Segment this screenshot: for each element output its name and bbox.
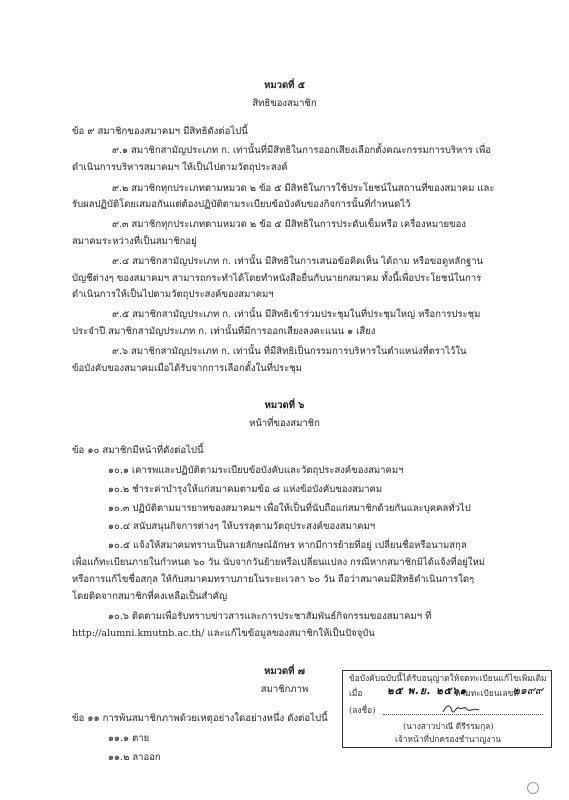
stamp-reg-label: ตามทะเบียนเลขที่ (455, 688, 519, 698)
stamp-handwritten-date: ๒๕ พ.ย. ๒๕๖๑ (387, 686, 468, 697)
clause-9-4-line-2: บัญชีต่างๆ ของสมาคมฯ สามารถกระทำได้โดยทำหนังสือยื่นกับนายกสมาคม ทั้งนี้เพื่อประโยชน์ในการ (72, 273, 482, 284)
clause-9-6-line-1: ๙.๖ สมาชิกสามัญประเภท ก. เท่านั้น ที่มีสิทธิเป็นกรรมการบริหารในตำแหน่งที่ตราไว้ใน (112, 346, 467, 357)
clause-10-1: ๑๐.๑ เคารพและปฏิบัติตามระเบียบข้อบังคับและวัตถุประสงค์ของสมาคมฯ (108, 465, 404, 476)
clause-10-6-line-1: ๑๐.๖ ติดตามเพื่อรับทราบข่าวสารและการประชาสัมพันธ์กิจกรรมของสมาคมฯ ที่ (108, 611, 432, 622)
clause-9-lead: ข้อ ๙ สมาชิกของสมาคมฯ มีสิทธิดังต่อไปนี้ (72, 126, 248, 137)
stamp-officer-position: เจ้าหน้าที่ปกครองชำนาญงาน (395, 734, 502, 744)
registration-stamp (342, 670, 552, 748)
clause-10-5-line-3: หรือการแก้ไขชื่อสกุล ให้กับสมาคมทราบภายในระยะเวลา ๖๐ วัน ถือว่าสมาคมมีสิทธิดำเนินการใดๆ (72, 574, 475, 585)
clause-9-4-line-1: ๙.๔ สมาชิกสามัญประเภท ก. เท่านั้น มีสิทธิในการเสนอข้อคิดเห็น ได้ถาม หรือขอดูหลักฐาน (112, 256, 484, 267)
chapter-7-title: สมาชิกภาพ (260, 684, 309, 695)
chapter-6-title: หน้าที่ของสมาชิก (249, 418, 320, 429)
stamp-approval-text: ข้อบังคับฉบับนี้ได้รับอนุญาตให้จดทะเบียนแก้ไขเพิ่มเติม (349, 673, 547, 683)
clause-9-2-line-2: รับผลปฏิบัติโดยเสมอกันแต่ต้องปฏิบัติตามระเบียบข้อบังคับของกิจการนั้นที่กำหนดไว้ (72, 199, 411, 210)
clause-9-5-line-2: ประจำปี สมาชิกสามัญประเภท ก. เท่านั้นที่มีการออกเสียงลงคะแนน ๑ เสียง (72, 326, 376, 337)
stamp-date-prefix: เมื่อ (349, 688, 363, 698)
clause-9-5-line-1: ๙.๕ สมาชิกสามัญประเภท ก. เท่านั้น มีสิทธิเข้าร่วมประชุมในที่ประชุมใหญ่ หรือการประชุม (112, 309, 481, 320)
clause-10-5-line-4: โดยติดจากสมาชิกที่คงเหลือเป็นสำคัญ (72, 591, 228, 602)
clause-9-4-line-3: ดำเนินการให้เป็นไปตามวัตถุประสงค์ของสมาคมฯ (72, 289, 274, 300)
clause-11-lead: ข้อ ๑๑ การพ้นสมาชิกภาพด้วยเหตุอย่างใดอย่างหนึ่ง ดังต่อไปนี้ (72, 713, 328, 724)
clause-10-4: ๑๐.๔ สนับสนุนกิจการต่างๆ ให้บรรลุตามวัตถุประสงค์ของสมาคมฯ (108, 521, 376, 532)
chapter-6-heading: หมวดที่ ๖ (264, 400, 305, 411)
stamp-officer-name: (นางสาวปาณี ดีรีรรมกุล) (403, 721, 494, 731)
signature-line (383, 714, 543, 715)
clause-10-5-line-2: เพื่อแก้ทะเบียนภายในกำหนด ๖๐ วัน นับจากวันย้ายหรือเปลี่ยนแปลง กรณีหากสมาชิกมิได้แจ้งที่อยู่ใหม่ (72, 557, 485, 568)
clause-11-2: ๑๑.๒ ลาออก (108, 752, 161, 763)
chapter-5-title: สิทธิของสมาชิก (252, 98, 317, 109)
clause-10-3: ๑๐.๓ ปฏิบัติตามมารยาทของสมาคมฯ เพื่อให้เป็นที่นับถือแก่สมาชิกด้วยกันและบุคคลทั่วไป (108, 503, 471, 514)
clause-10-2: ๑๐.๒ ชำระค่าบำรุงให้แก่สมาคมตามข้อ ๘ แห่งข้อบังคับของสมาคม (108, 484, 383, 495)
clause-10-5-line-1: ๑๐.๕ แจ้งให้สมาคมทราบเป็นลายลักษณ์อักษร หากมีการย้ายที่อยู่ เปลี่ยนชื่อหรือนามสกุล (108, 540, 467, 551)
clause-9-6-line-2: ข้อบังคับของสมาคมเมื่อได้รับจากการเลือกตั้งในที่ประชุม (72, 363, 302, 374)
clause-11-1: ๑๑.๑ ตาย (108, 733, 150, 744)
stamp-sign-label: (ลงชื่อ) (349, 705, 376, 715)
page-corner-mark (527, 782, 539, 794)
clause-9-3-line-2: สมาคมระหว่างที่เป็นสมาชิกอยู่ (72, 236, 197, 247)
clause-9-1-line-2: ดำเนินการบริหารสมาคมฯ ให้เป็นไปตามวัตถุประสงค์ (72, 162, 288, 173)
chapter-7-heading: หมวดที่ ๗ (264, 666, 305, 677)
clause-10-6-line-2: http://alumni.kmutnb.ac.th/ และแก้ไขข้อมูลของสมาชิกให้เป็นปัจจุบัน (72, 628, 375, 639)
clause-9-1-line-1: ๙.๑ สมาชิกสามัญประเภท ก. เท่านั้นที่มีสิทธิในการออกเสียงเลือกตั้งคณะกรรมการบริหาร เพื่อ (112, 145, 491, 156)
stamp-handwritten-reg-no: ๒๑๙๙ (512, 684, 543, 697)
clause-10-lead: ข้อ ๑๐ สมาชิกมีหน้าที่ดังต่อไปนี้ (72, 445, 204, 456)
chapter-5-heading: หมวดที่ ๕ (264, 80, 305, 91)
clause-9-2-line-1: ๙.๒ สมาชิกทุกประเภทตามหมวด ๒ ข้อ ๕ มีสิทธิในการใช้ประโยชน์ในสถานที่ของสมาคม และ (112, 183, 495, 194)
clause-9-3-line-1: ๙.๓ สมาชิกทุกประเภทตามหมวด ๒ ข้อ ๕ มีสิทธิในการประดับเข็มหรือ เครื่องหมายของ (112, 219, 466, 230)
